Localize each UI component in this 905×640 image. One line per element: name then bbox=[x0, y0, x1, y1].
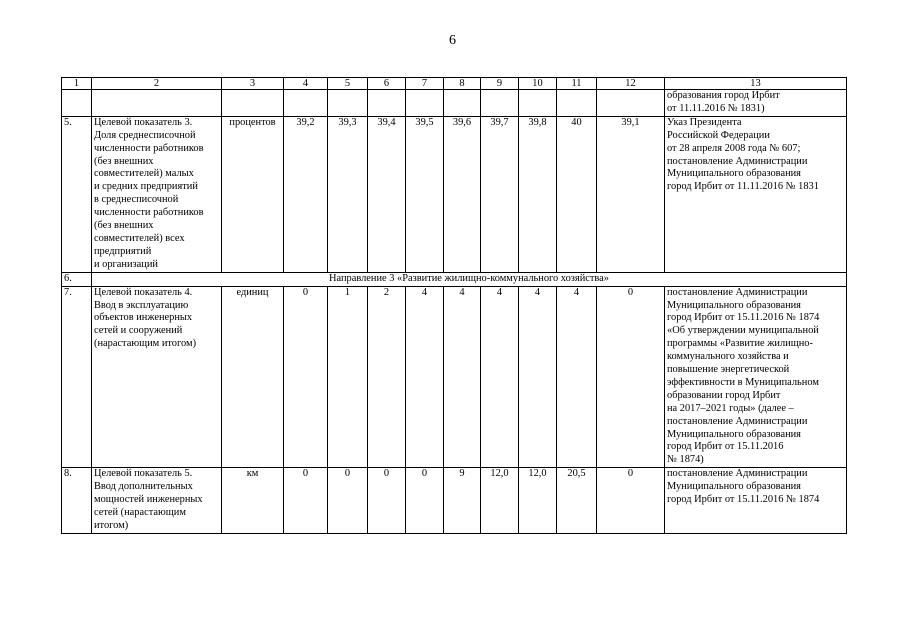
table-row bbox=[62, 116, 847, 272]
value-cell bbox=[284, 90, 328, 117]
value-cell bbox=[519, 90, 557, 117]
value-cell: 0 bbox=[284, 468, 328, 534]
row-number-cell bbox=[62, 90, 92, 117]
value-cell: 4 bbox=[557, 286, 597, 468]
column-number-cell: 6 bbox=[368, 78, 406, 90]
row-number-cell: 5. bbox=[62, 116, 92, 272]
column-number-row bbox=[62, 78, 847, 90]
value-cell: 2 bbox=[368, 286, 406, 468]
value-cell: 39,8 bbox=[519, 116, 557, 272]
row-number-cell: 7. bbox=[62, 286, 92, 468]
row-number-cell: 6. bbox=[62, 272, 92, 286]
unit-cell: единиц bbox=[222, 286, 284, 468]
column-number-cell: 9 bbox=[481, 78, 519, 90]
column-number-cell: 11 bbox=[557, 78, 597, 90]
column-number-cell: 5 bbox=[328, 78, 368, 90]
value-cell bbox=[444, 90, 481, 117]
column-number-cell: 8 bbox=[444, 78, 481, 90]
source-document-cell: образования город Ирбит от 11.11.2016 № 1831) bbox=[665, 90, 847, 117]
value-cell: 0 bbox=[284, 286, 328, 468]
table-row bbox=[62, 286, 847, 468]
value-cell: 0 bbox=[597, 468, 665, 534]
value-cell bbox=[557, 90, 597, 117]
value-cell: 39,3 bbox=[328, 116, 368, 272]
column-number-cell: 10 bbox=[519, 78, 557, 90]
unit-cell: км bbox=[222, 468, 284, 534]
value-cell: 12,0 bbox=[481, 468, 519, 534]
value-cell: 0 bbox=[368, 468, 406, 534]
value-cell: 20,5 bbox=[557, 468, 597, 534]
column-number-cell: 12 bbox=[597, 78, 665, 90]
indicator-name-cell: Целевой показатель 4. Ввод в эксплуатацию объектов инженерных сетей и сооружений (нарастающим итогом) bbox=[92, 286, 222, 468]
source-document-cell: Указ Президента Российской Федерации от 28 апреля 2008 года № 607; постановление Администрации Муниципального образования город Ирбит от 11.11.2016 № 1831 bbox=[665, 116, 847, 272]
value-cell: 0 bbox=[406, 468, 444, 534]
indicator-name-cell bbox=[92, 90, 222, 117]
column-number-cell: 13 bbox=[665, 78, 847, 90]
value-cell: 4 bbox=[444, 286, 481, 468]
value-cell: 39,1 bbox=[597, 116, 665, 272]
indicators-table bbox=[61, 77, 847, 534]
indicator-name-cell: Целевой показатель 3. Доля среднесписочной численности работников (без внешних совместителей) малых и средних предприятий в среднесписочной численности работников (без внешних совместителей) всех предприятий и организаций bbox=[92, 116, 222, 272]
value-cell: 39,5 bbox=[406, 116, 444, 272]
value-cell: 39,4 bbox=[368, 116, 406, 272]
value-cell bbox=[481, 90, 519, 117]
source-document-cell: постановление Администрации Муниципального образования город Ирбит от 15.11.2016 № 1874 «Об утверждении муниципальной программы «Развитие жилищно- коммунального хозяйства и повышение энергетической эффективности в Муниципальном образовании город Ирбит на 2017–2021 годы» (далее – постановление Администрации Муниципального образования город Ирбит от 15.11.2016 № 1874) bbox=[665, 286, 847, 468]
page-number: 6 bbox=[449, 33, 456, 48]
value-cell: 39,2 bbox=[284, 116, 328, 272]
value-cell: 0 bbox=[597, 286, 665, 468]
value-cell: 4 bbox=[481, 286, 519, 468]
value-cell: 12,0 bbox=[519, 468, 557, 534]
section-heading-cell: Направление 3 «Развитие жилищно-коммунального хозяйства» bbox=[92, 272, 847, 286]
row-number-cell: 8. bbox=[62, 468, 92, 534]
value-cell: 4 bbox=[519, 286, 557, 468]
unit-cell: процентов bbox=[222, 116, 284, 272]
column-number-cell: 3 bbox=[222, 78, 284, 90]
unit-cell bbox=[222, 90, 284, 117]
value-cell bbox=[368, 90, 406, 117]
indicator-name-cell: Целевой показатель 5. Ввод дополнительных мощностей инженерных сетей (нарастающим итогом) bbox=[92, 468, 222, 534]
value-cell: 1 bbox=[328, 286, 368, 468]
value-cell bbox=[406, 90, 444, 117]
value-cell: 40 bbox=[557, 116, 597, 272]
table-row bbox=[62, 90, 847, 117]
value-cell: 39,6 bbox=[444, 116, 481, 272]
value-cell bbox=[328, 90, 368, 117]
table-row bbox=[62, 468, 847, 534]
value-cell: 9 bbox=[444, 468, 481, 534]
value-cell bbox=[597, 90, 665, 117]
column-number-cell: 7 bbox=[406, 78, 444, 90]
column-number-cell: 1 bbox=[62, 78, 92, 90]
table-row bbox=[62, 272, 847, 286]
value-cell: 0 bbox=[328, 468, 368, 534]
column-number-cell: 2 bbox=[92, 78, 222, 90]
column-number-cell: 4 bbox=[284, 78, 328, 90]
value-cell: 39,7 bbox=[481, 116, 519, 272]
source-document-cell: постановление Администрации Муниципального образования город Ирбит от 15.11.2016 № 1874 bbox=[665, 468, 847, 534]
value-cell: 4 bbox=[406, 286, 444, 468]
